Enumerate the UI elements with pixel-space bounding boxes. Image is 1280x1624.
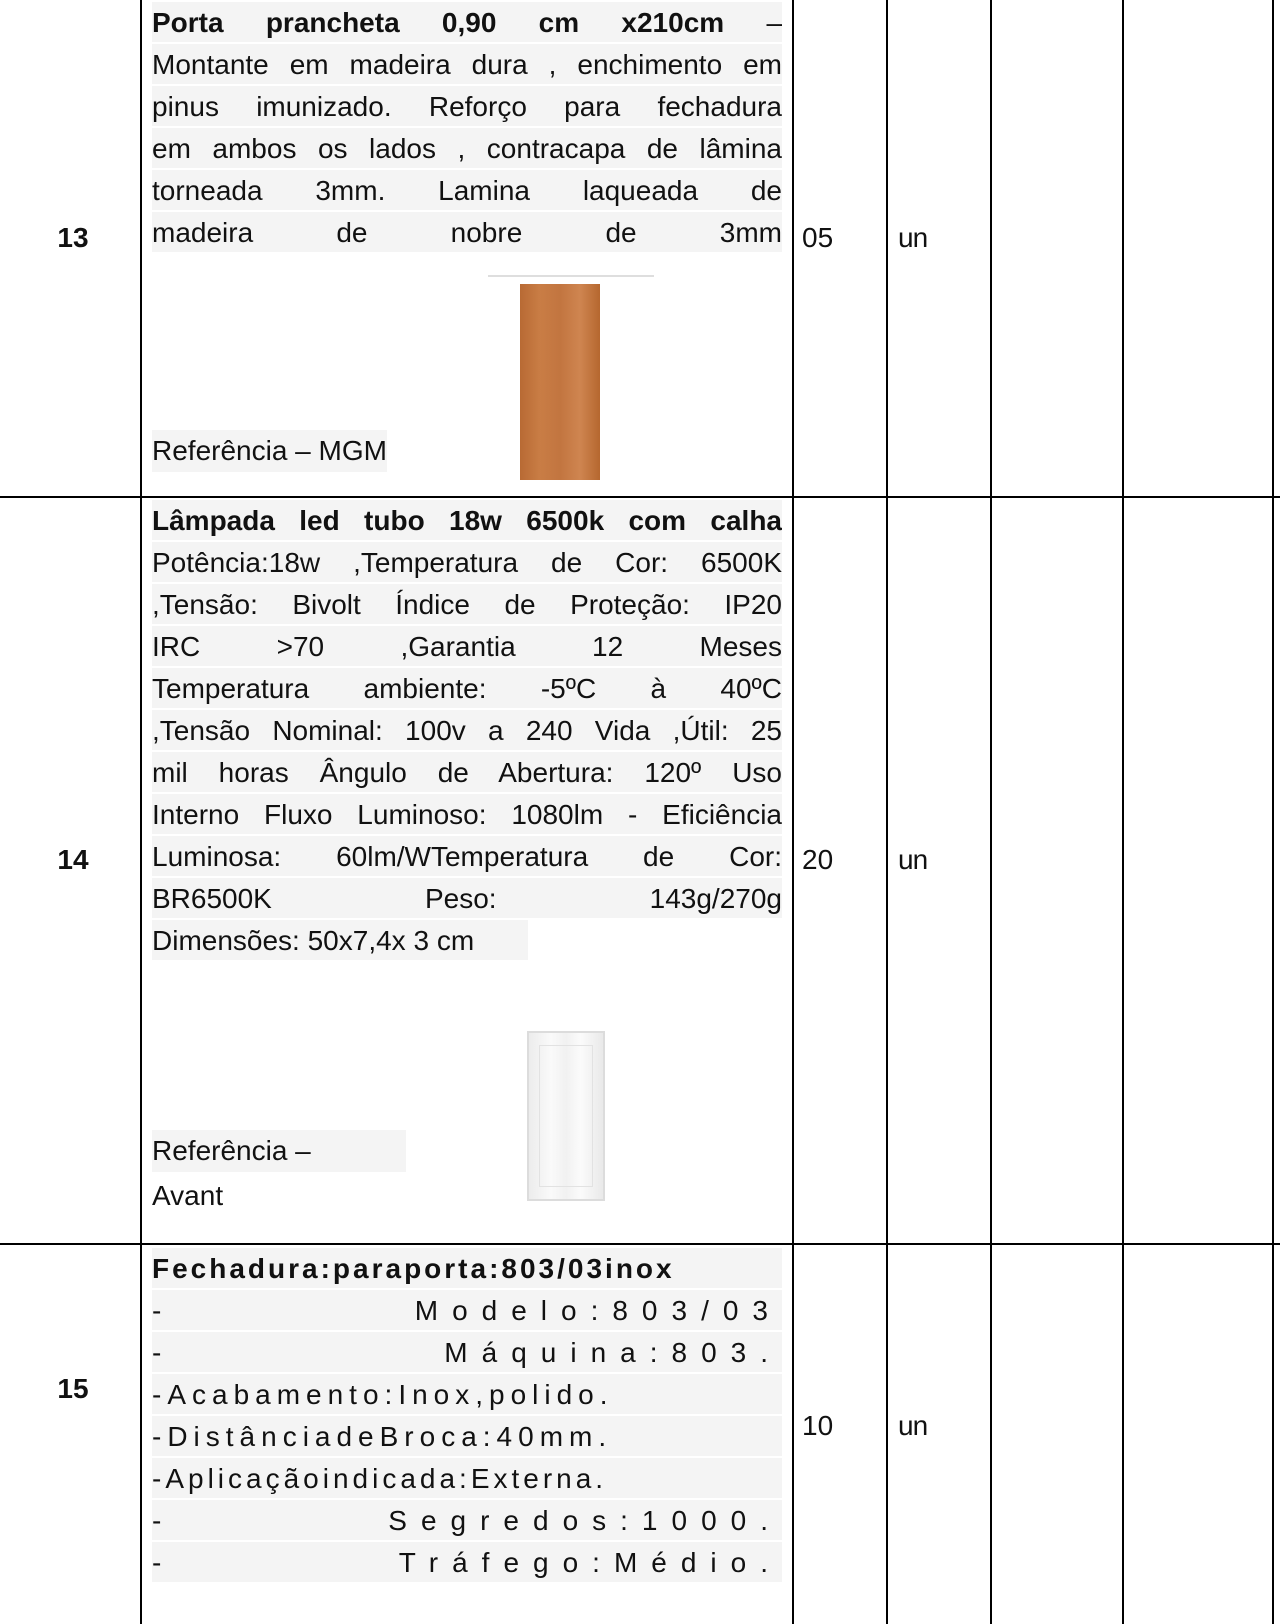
item-reference: Referência – MGM: [152, 430, 387, 472]
desc-line: torneada 3mm. Lamina laqueada de: [152, 170, 782, 210]
desc-line: -Aplicaçãoindicada:Externa.: [152, 1458, 782, 1498]
desc-line: Potência:18w ,Temperatura de Cor: 6500K: [152, 542, 782, 582]
item-number: 14: [57, 844, 89, 875]
item-title: Porta prancheta 0,90 cm x210cm: [152, 7, 725, 38]
desc-line: Dimensões: 50x7,4x 3 cm: [152, 920, 528, 960]
item-title: Fechadura:paraporta:803/03inox: [152, 1253, 675, 1284]
row-divider: [0, 496, 1280, 498]
desc-line: Montante em madeira dura , enchimento em: [152, 44, 782, 84]
desc-line: pinus imunizado. Reforço para fechadura: [152, 86, 782, 126]
column-divider: [1272, 0, 1274, 1624]
desc-line: - Máquina:803.: [152, 1332, 782, 1372]
column-divider: [886, 0, 888, 1624]
desc-line: Temperatura ambiente: -5ºC à 40ºC: [152, 668, 782, 708]
item-number: 15: [57, 1373, 89, 1404]
item-description: [152, 1248, 782, 1584]
desc-line: IRC >70 ,Garantia 12 Meses: [152, 626, 782, 666]
item-number: 13: [57, 222, 89, 253]
desc-line: -Acabamento:Inox,polido.: [152, 1374, 782, 1414]
desc-line: BR6500K Peso: 143g/270g: [152, 878, 782, 918]
column-divider: [990, 0, 992, 1624]
desc-line: madeira de nobre de 3mm: [152, 212, 782, 252]
title-dash: –: [766, 7, 782, 38]
item-unit: un: [898, 1410, 928, 1441]
item-title-line: [152, 2, 782, 42]
desc-line: Interno Fluxo Luminoso: 1080lm - Eficiência: [152, 794, 782, 834]
item-description: [152, 2, 782, 254]
item-unit: un: [898, 222, 928, 253]
item-quantity: 05: [802, 222, 834, 253]
item-unit: un: [898, 844, 928, 875]
item-quantity: 20: [802, 844, 834, 875]
column-divider: [792, 0, 794, 1624]
desc-line: ,Tensão: Bivolt Índice de Proteção: IP20: [152, 584, 782, 624]
image-frame-line: [488, 275, 654, 277]
item-title-line: [152, 500, 782, 540]
desc-line: Luminosa: 60lm/WTemperatura de Cor:: [152, 836, 782, 876]
desc-line: ,Tensão Nominal: 100v a 240 Vida ,Útil: 25: [152, 710, 782, 750]
item-title-line: [152, 1248, 782, 1288]
item-title: Lâmpada led tubo 18w 6500k com calha: [152, 505, 782, 536]
led-tube-fixture-image: [527, 1031, 605, 1201]
door-panel-image: [520, 284, 600, 480]
desc-line: - Segredos:1000.: [152, 1500, 782, 1540]
item-quantity: 10: [802, 1410, 834, 1441]
item-reference: Referência –: [152, 1130, 406, 1172]
desc-line: em ambos os lados , contracapa de lâmina: [152, 128, 782, 168]
row-divider: [0, 1243, 1280, 1245]
column-divider: [1122, 0, 1124, 1624]
desc-line: - Tráfego:Médio.: [152, 1542, 782, 1582]
desc-line: mil horas Ângulo de Abertura: 120º Uso: [152, 752, 782, 792]
item-description: [152, 500, 782, 962]
desc-line: - Modelo:803/03: [152, 1290, 782, 1330]
item-reference-brand: Avant: [152, 1180, 224, 1211]
desc-line: -DistânciadeBroca:40mm.: [152, 1416, 782, 1456]
